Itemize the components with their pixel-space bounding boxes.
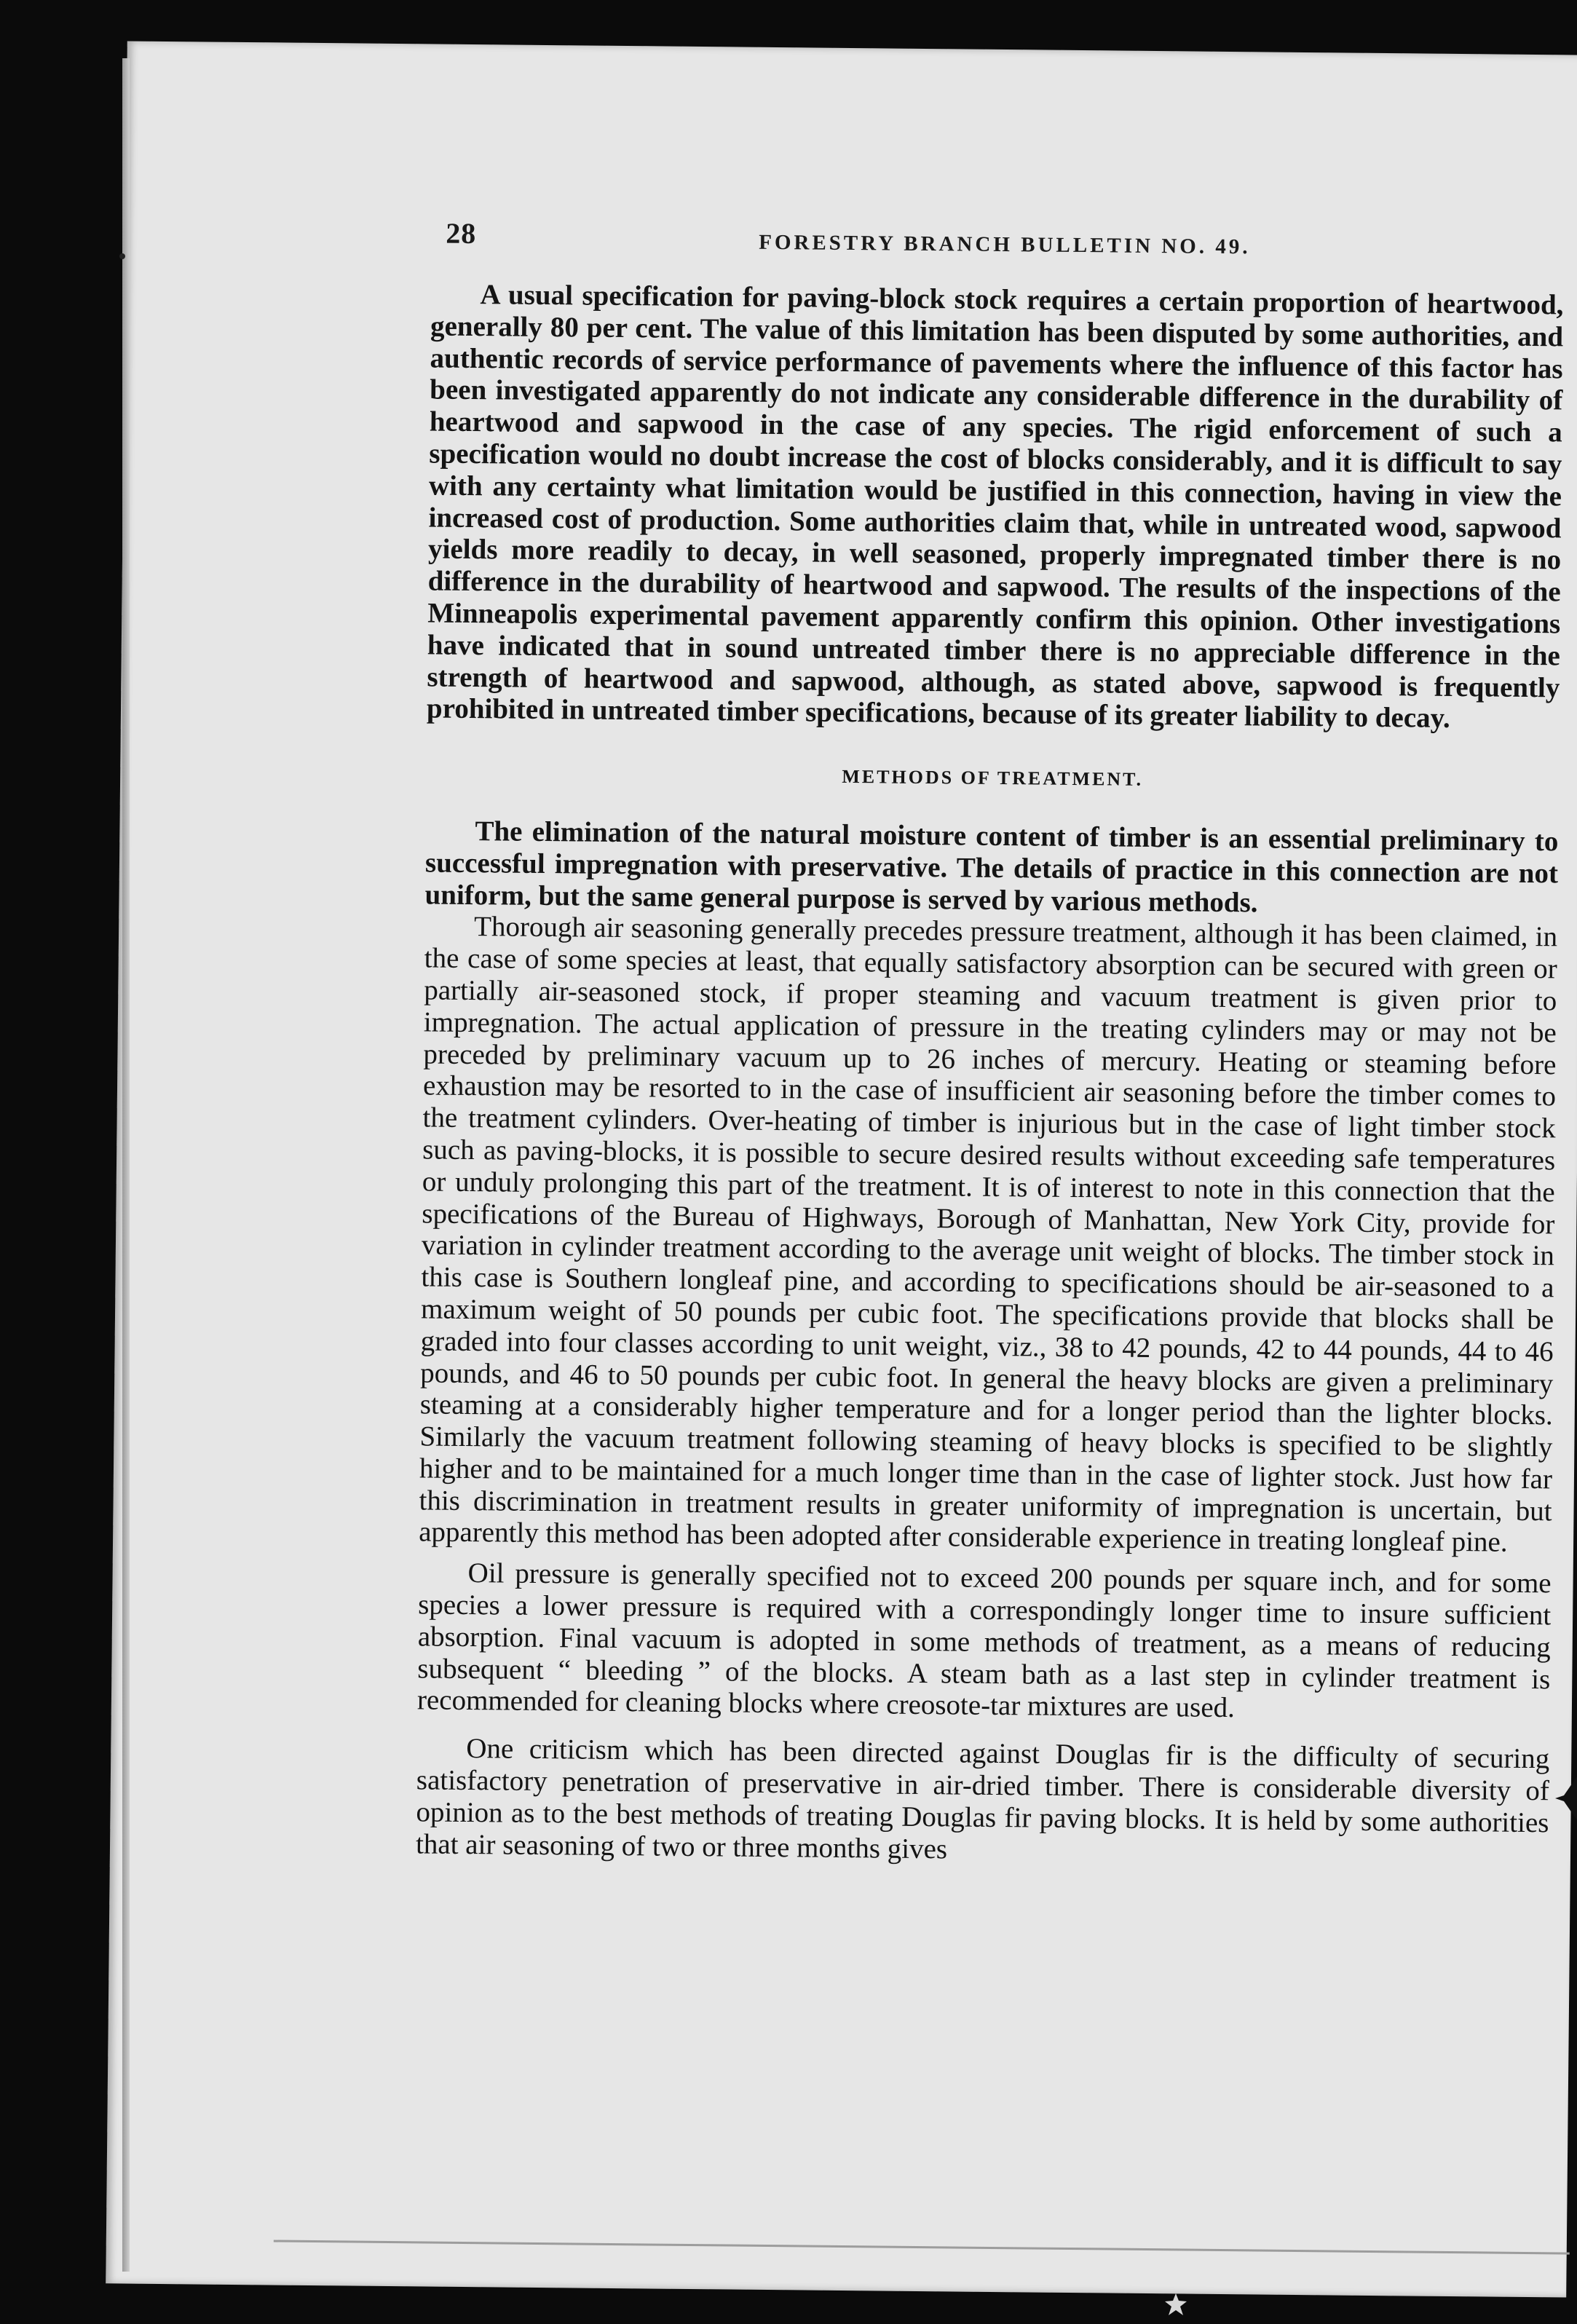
section-heading: METHODS OF TREATMENT. [842,766,1144,791]
document-page [106,41,1577,2297]
paragraph-air-seasoning: Thorough air seasoning generally precedes pressure treatment, although it has been claimed, in the case of some species at least, that equally satisfactory absorption can be secured with green or partially air-seasoned stock, if proper steaming and vacuum treatment is given prior to impregnation. The actual application of pressure in the treating cylinders may or may not be preceded by preliminary vacuum up to 26 inches of mercury. Heating or steaming before exhaustion may be resorted to in the case of insufficient air seasoning before the timber comes to the treatment cylinders. Over-heating of timber is injurious but in the case of light timber stock such as paving-blocks, it is possible to secure desired results without exceeding safe temperatures or unduly prolonging this part of the treatment. It is of interest to note in this connection that the specifications of the Bureau of Highways, Borough of Manhattan, New York City, provide for variation in cylinder treatment according to the average unit weight of blocks. The timber stock in this case is Southern longleaf pine, and according to specifications should be air-seasoned to a maximum weight of 50 pounds per cubic foot. The specifications provide that blocks shall be graded into four classes according to unit weight, viz., 38 to 42 pounds, 42 to 44 pounds, 44 to 46 pounds, and 46 to 50 pounds per cubic foot. In general the heavy blocks are given a preliminary steaming at a considerably higher temperature and for a longer period than the lighter blocks. Similarly the vacuum treatment following steaming of heavy blocks is specified to be slightly higher and to be maintained for a much longer time than in the case of lighter stock. Just how far this discrimination in treatment results in greater uniformity of impregnation is uncertain, but apparently this method has been adopted after considerable experience in treating longleaf pine. [418,911,1558,1559]
ink-blot-icon [1163,2292,1188,2317]
paragraph-moisture-elimination: The elimination of the natural moisture content of timber is an essential preliminary to successful impregnation with preservative. The details of practice in this connection are not uniform, but the same general purpose is served by various methods. [424,815,1559,918]
scan-speck [119,253,125,259]
page-number: 28 [446,216,477,250]
page-binding-edge [122,58,130,2272]
body-text [416,278,1564,1870]
page-bottom-rule [274,2240,1570,2255]
running-head: FORESTRY BRANCH BULLETIN NO. 49. [759,230,1251,259]
page-header [446,216,1575,278]
paragraph-douglas-fir: One criticism which has been directed against Douglas fir is the difficulty of securing satisfactory penetration of preservative in air-dried timber. There is considerable diversity of opinion as to the best methods of treating Douglas fir paving blocks. It is held by some authorities that air seasoning of two or three months gives [415,1733,1550,1865]
paragraph-heartwood-specification: A usual specification for paving-block stock requires a certain proportion of heartwood, generally 80 per cent. The value of this limitation has been disputed by some authorities, and authentic records of service performance of pavements where the influence of this factor has been investigated apparently do not indicate any considerable difference in the durability of heartwood and sapwood in the case of any species. The rigid enforcement of such a specification would no doubt increase the cost of blocks considerably, and it is difficult to say with any certainty what limitation would be justified in this connection, having in view the increased cost of production. Some authorities claim that, while in untreated wood, sapwood yields more readily to decay, in well seasoned, properly impregnated timber there is no difference in the durability of heartwood and sapwood. The results of the inspections of the Minneapolis experimental pavement apparently confirm this opinion. Other investigations have indicated that in sound untreated timber there is no appreciable difference in the strength of heartwood and sapwood, although, as stated above, sapwood is frequently prohibited in untreated timber specifications, because of its greater liability to decay. [426,279,1564,735]
paragraph-oil-pressure: Oil pressure is generally specified not to exceed 200 pounds per square inch, and for some species a lower pressure is required with a correspondingly longer time to insure sufficient absorption. Final vacuum is adopted in some methods of treatment, as a means of reducing subsequent “ bleeding ” of the blocks. A steam bath as a last step in cylinder treatment is recommended for cleaning blocks where creosote-tar mixtures are used. [416,1557,1552,1724]
page-edge-mark-icon [1555,1776,1577,1820]
